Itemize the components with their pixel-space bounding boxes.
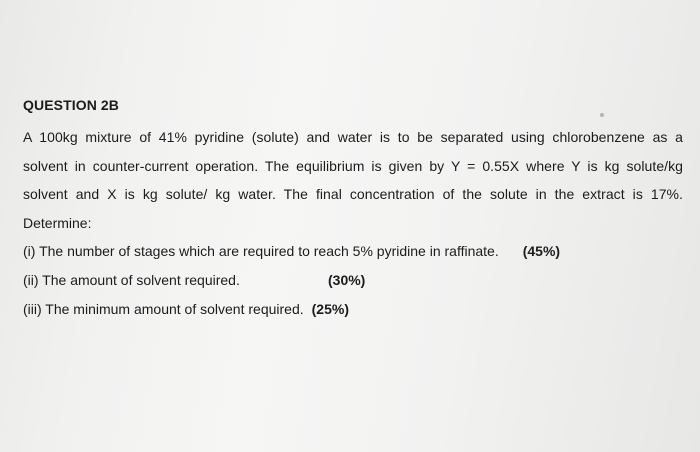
sub-question-text: (ii) The amount of solvent required. (23, 272, 240, 288)
sub-question (23, 266, 683, 295)
sub-question-weight: (30%) (328, 272, 366, 288)
statement-line: solvent in counter-current operation. The equilibrium is given by Y = 0.55X where Y is kg solute/kg (23, 157, 683, 174)
question-title: QUESTION 2B (23, 97, 120, 113)
sub-question (23, 237, 683, 266)
sub-question-weight: (45%) (522, 243, 561, 259)
statement-line: solvent and X is kg solute/ kg water. The final concentration of the solute in the extract is 17%. (23, 186, 683, 202)
problem-statement (23, 123, 683, 209)
statement-line: A 100kg mixture of 41% pyridine (solute) and water is to be separated using chlorobenzene as a (23, 129, 683, 145)
determine-label: Determine: (23, 214, 92, 231)
sub-question (23, 295, 683, 324)
sub-question-weight: (25%) (311, 301, 349, 317)
question-block (23, 96, 683, 324)
sub-question-text: (i) The number of stages which are required to reach 5% pyridine in raffinate. (23, 243, 499, 259)
sub-question-text: (iii) The minimum amount of solvent required. (23, 301, 304, 317)
